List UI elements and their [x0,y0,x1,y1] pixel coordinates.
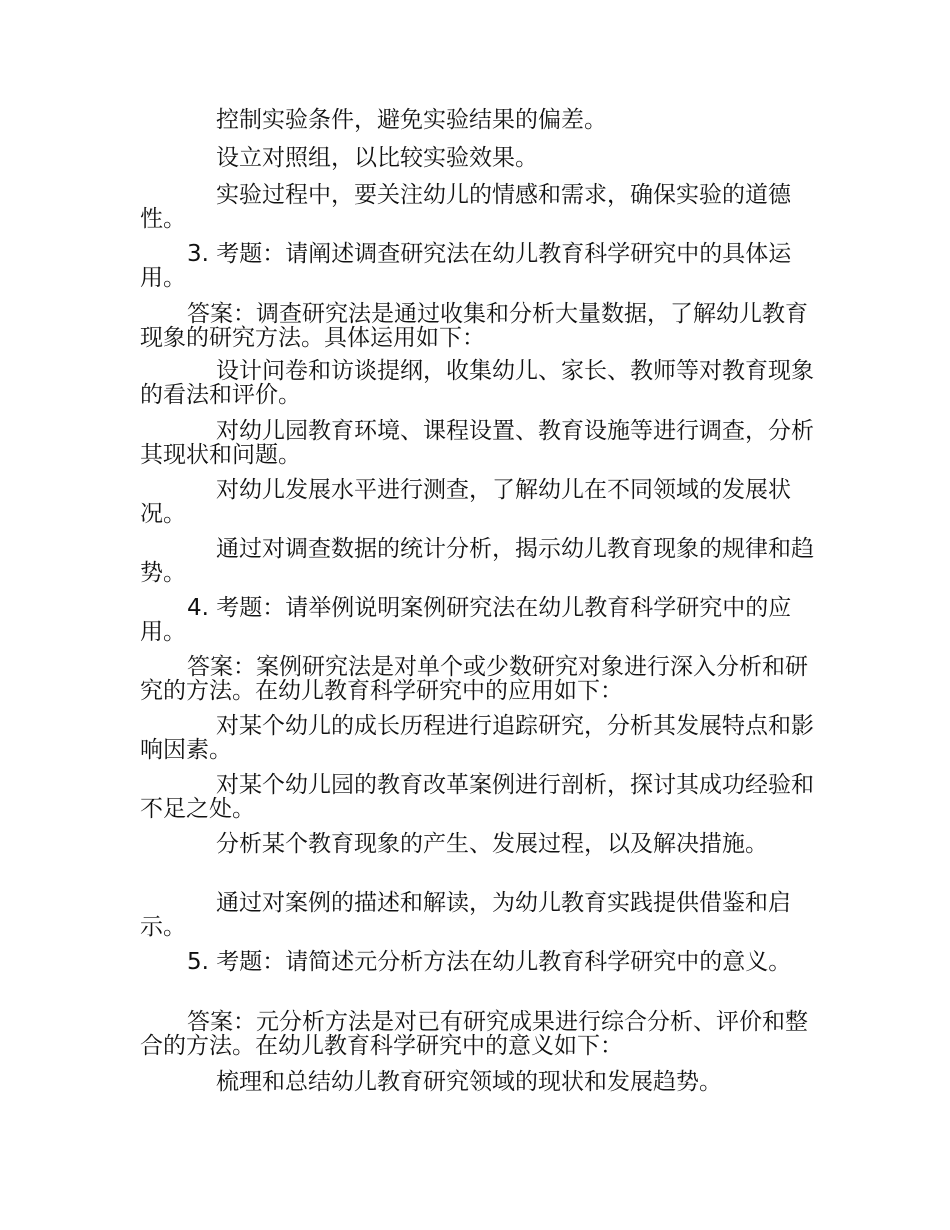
question-heading: 4. 考题：请举例说明案例研究法在幼儿教育科学研究中的应用。 [140,595,792,645]
paragraph-point: 对幼儿发展水平进行测查，了解幼儿在不同领域的发展状况。 [140,477,791,527]
paragraph-point: 通过对调查数据的统计分析，揭示幼儿教育现象的规律和趋势。 [140,536,814,586]
paragraph-point: 对幼儿园教育环境、课程设置、教育设施等进行调查，分析其现状和问题。 [140,418,814,468]
paragraph-point: 控制实验条件，避免实验结果的偏差。 [216,107,607,133]
paragraph-point: 设立对照组，以比较实验效果。 [216,145,538,171]
answer-paragraph: 答案：调查研究法是通过收集和分析大量数据，了解幼儿教育现象的研究方法。具体运用如下： [140,301,808,351]
paragraph-point: 梳理和总结幼儿教育研究领域的现状和发展趋势。 [216,1069,722,1095]
question-heading: 5. 考题：请简述元分析方法在幼儿教育科学研究中的意义。 [187,949,792,975]
paragraph-point: 对某个幼儿的成长历程进行追踪研究，分析其发展特点和影响因素。 [140,713,814,763]
paragraph-point: 对某个幼儿园的教育改革案例进行剖析，探讨其成功经验和不足之处。 [140,772,814,822]
paragraph-point: 实验过程中，要关注幼儿的情感和需求，确保实验的道德性。 [140,182,791,232]
paragraph-point: 分析某个教育现象的产生、发展过程，以及解决措施。 [216,831,768,857]
paragraph-point: 通过对案例的描述和解读，为幼儿教育实践提供借鉴和启示。 [140,890,791,940]
paragraph-point: 设计问卷和访谈提纲，收集幼儿、家长、教师等对教育现象的看法和评价。 [140,358,814,408]
answer-paragraph: 答案：元分析方法是对已有研究成果进行综合分析、评价和整合的方法。在幼儿教育科学研究中的意义如下： [140,1009,808,1059]
question-heading: 3. 考题：请阐述调查研究法在幼儿教育科学研究中的具体运用。 [140,241,792,291]
answer-paragraph: 答案：案例研究法是对单个或少数研究对象进行深入分析和研究的方法。在幼儿教育科学研究中的应用如下： [140,654,808,704]
